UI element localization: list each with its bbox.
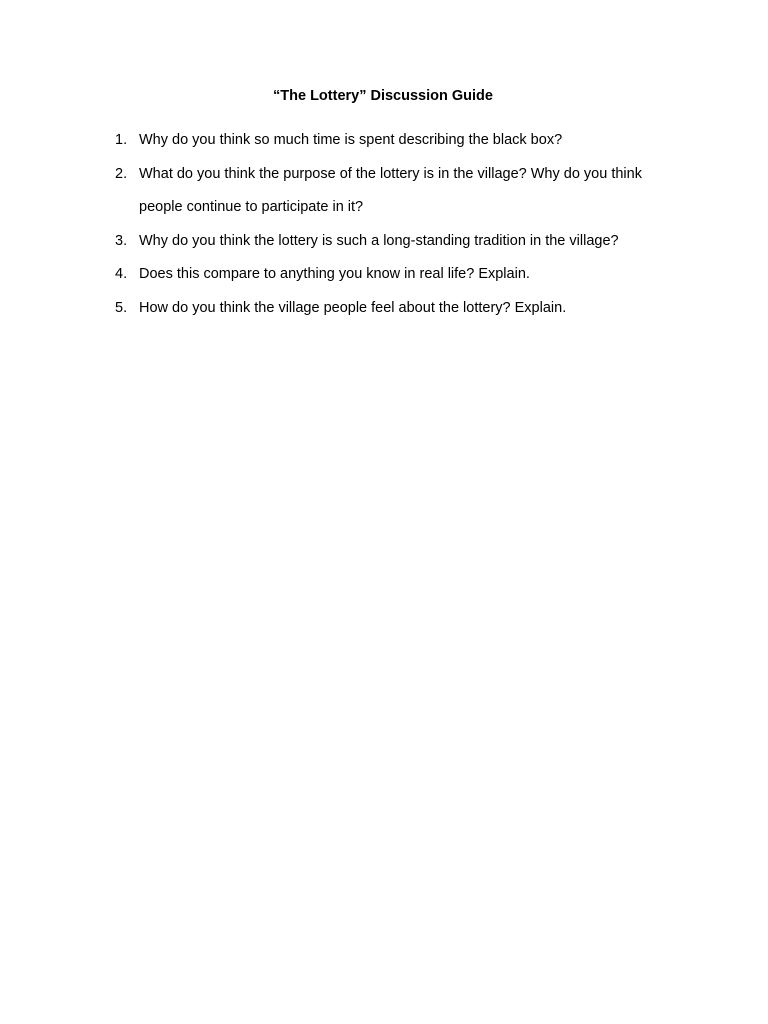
- question-item-4: [115, 258, 675, 292]
- question-list: [115, 124, 675, 325]
- question-number: 4.: [115, 266, 128, 282]
- question-item-3: [115, 225, 675, 259]
- question-item-5: [115, 292, 675, 326]
- question-number: 5.: [115, 299, 128, 316]
- question-text: How do you think the village people feel about the lottery? Explain.: [139, 299, 567, 316]
- question-number: 1.: [115, 132, 128, 148]
- question-item-2: [115, 158, 675, 225]
- question-text: What do you think the purpose of the lottery is in the village? Why do you think people continue to participate in it?: [139, 165, 642, 215]
- question-item-1: [115, 124, 675, 158]
- document-title: “The Lottery” Discussion Guide: [273, 88, 493, 104]
- question-number: 3.: [115, 232, 128, 249]
- question-number: 2.: [115, 165, 128, 182]
- question-text: Does this compare to anything you know in real life? Explain.: [139, 266, 530, 282]
- question-text: Why do you think so much time is spent describing the black box?: [139, 132, 563, 148]
- question-text: Why do you think the lottery is such a long-standing tradition in the village?: [139, 232, 619, 249]
